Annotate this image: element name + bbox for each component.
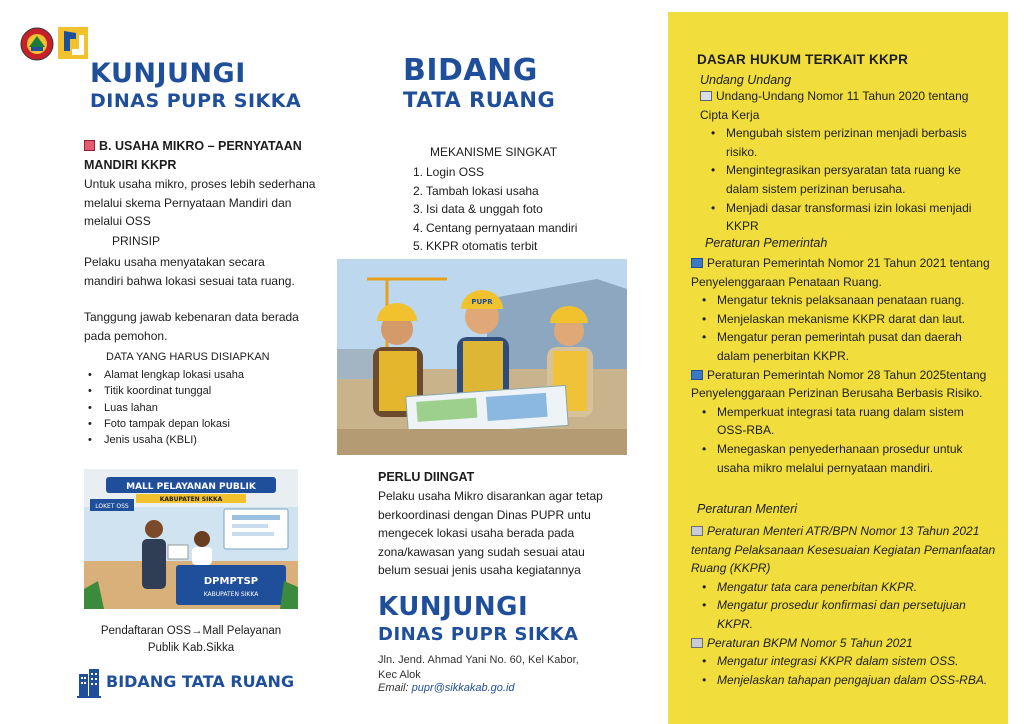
- dpmptsp-desk-text: DPMPTSP: [203, 576, 259, 587]
- step-text: Centang pernyataan mandiri: [426, 220, 578, 235]
- undang-undang-section: [700, 73, 990, 236]
- list-item: • Mengatur prosedur konfirmasi dan persetujuan KKPR.: [691, 596, 996, 633]
- list-item: • Mengatur tata cara penerbitan KKPR.: [691, 578, 996, 597]
- column2-kunjungi: KUNJUNGI: [378, 592, 529, 622]
- blue-book-icon: [691, 258, 703, 268]
- list-item: • Mengatur integrasi KKPR dalam sistem OSS.: [691, 652, 996, 671]
- list-item: • Memperkuat integrasi tata ruang dalam sistem OSS-RBA.: [691, 403, 996, 440]
- mall-pelayanan-publik-illustration: [84, 469, 298, 609]
- perlu-diingat-title: PERLU DIINGAT: [378, 470, 475, 484]
- usaha-mikro-heading: [84, 137, 344, 175]
- memo-icon: [691, 526, 703, 536]
- office-address: Jln. Jend. Ahmad Yani No. 60, Kel Kabor, Kec Alok: [378, 654, 579, 681]
- loket-oss-text: LOKET OSS: [95, 503, 129, 510]
- uu-title-text: Undang-Undang Nomor 11 Tahun 2020 tentang Cipta Kerja: [700, 89, 969, 122]
- email-label: Email:: [378, 682, 412, 694]
- list-item: • Foto tampak depan lokasi: [84, 416, 244, 432]
- column1-title-kunjungi: KUNJUNGI: [90, 58, 246, 89]
- pm1-title: [691, 522, 996, 578]
- column2-dinas-pupr: DINAS PUPR SIKKA: [378, 624, 579, 645]
- peraturan-menteri-section: [691, 502, 996, 689]
- legal-basis-title: DASAR HUKUM TERKAIT KKPR: [697, 52, 909, 67]
- step-text: Isi data & unggah foto: [426, 202, 543, 217]
- list-item: [410, 219, 577, 238]
- memo-icon: [691, 638, 703, 648]
- pp1-title: [691, 254, 996, 291]
- pupr-logo-icon: [58, 27, 88, 59]
- list-item: [410, 200, 577, 219]
- list-item: [410, 182, 577, 201]
- list-item: • Titik koordinat tunggal: [84, 383, 244, 399]
- banner-sub-text: KABUPATEN SIKKA: [159, 496, 223, 503]
- peraturan-pemerintah-section: [691, 236, 996, 477]
- column2-title-bidang: BIDANG: [403, 53, 538, 88]
- banner-text: MALL PELAYANAN PUBLIK: [126, 482, 256, 492]
- pp1-title-text: Peraturan Pemerintah Nomor 21 Tahun 2021 tentang Penyelenggaraan Penataan Ruang.: [691, 256, 990, 289]
- step-text: Tambah lokasi usaha: [426, 183, 539, 198]
- bidang-tata-ruang-footer: BIDANG TATA RUANG: [106, 672, 295, 691]
- pp2-points: [691, 403, 996, 477]
- open-book-icon: [700, 91, 712, 101]
- building-emoji-icon: [84, 140, 95, 151]
- step-text: KKPR otomatis terbit: [426, 239, 538, 254]
- usaha-mikro-intro: Untuk usaha mikro, proses lebih sederhana melalui skema Pernyataan Mandiri dan melalui OSS: [84, 177, 316, 228]
- pp2-title-text: Peraturan Pemerintah Nomor 28 Tahun 2025tentang Penyelenggaraan Perizinan Berusaha Berbasis Risiko.: [691, 367, 987, 401]
- list-item: • Mengatur peran pemerintah pusat dan daerah dalam penerbitan KKPR.: [691, 328, 996, 365]
- data-required-list: [84, 367, 244, 448]
- prinsip-paragraph-1: Pelaku usaha menyatakan secara mandiri bahwa lokasi sesuai tata ruang.: [84, 255, 295, 288]
- mekanisme-steps-list: [410, 163, 577, 256]
- pm1-points: [691, 578, 996, 634]
- pm2-points: [691, 652, 996, 689]
- step-number: 1.: [412, 165, 423, 179]
- workers-with-blueprint-illustration: [337, 259, 627, 455]
- worker-center: [457, 290, 509, 407]
- step-number: 5.: [412, 239, 423, 254]
- list-item: [410, 237, 577, 256]
- kabupaten-sikka-seal-icon: [20, 27, 54, 61]
- oss-registration-caption: Pendaftaran OSS→Mall Pelayanan Publik Kab.Sikka: [100, 625, 282, 654]
- pp2-title: [691, 366, 996, 403]
- step-text: Login OSS: [426, 165, 485, 179]
- list-item: • Mengatur teknis pelaksanaan penataan ruang.: [691, 291, 996, 310]
- helmet-label: PUPR: [471, 298, 493, 306]
- list-item: • Menjadi dasar transformasi izin lokasi menjadi KKPR: [700, 199, 990, 236]
- step-number: 4.: [412, 220, 423, 235]
- pm-label: Peraturan Menteri: [697, 502, 798, 516]
- perlu-diingat-text: Pelaku usaha Mikro disarankan agar tetap berkoordinasi dengan Dinas PUPR untu mengecek lokasi usaha berada pada zona/kawasan yang sudah sesuai atau belum sesuai jenis usaha kegiatannya: [378, 489, 603, 578]
- dpmptsp-desk-sub: KABUPATEN SIKKA: [203, 591, 259, 598]
- building-icon: [77, 668, 101, 698]
- list-item: • Alamat lengkap lokasi usaha: [84, 367, 244, 383]
- list-item: • Menegaskan penyederhanaan prosedur untuk usaha mikro melalui pernyataan mandiri.: [691, 440, 996, 477]
- list-item: • Menjelaskan tahapan pengajuan dalam OSS-RBA.: [691, 671, 996, 690]
- column1-title-dinas: DINAS PUPR SIKKA: [90, 90, 302, 112]
- uu-title: [700, 87, 990, 124]
- uu-points: [700, 124, 990, 236]
- pp-label: Peraturan Pemerintah: [705, 236, 828, 250]
- column2-title-tata-ruang: TATA RUANG: [403, 88, 556, 112]
- pm2-title-text: Peraturan BKPM Nomor 5 Tahun 2021: [707, 635, 913, 650]
- list-item: [410, 163, 577, 182]
- list-item: • Mengubah sistem perizinan menjadi berbasis risiko.: [700, 124, 990, 161]
- data-required-title: DATA YANG HARUS DISIAPKAN: [106, 351, 270, 363]
- pm2-title: [691, 634, 996, 653]
- list-item: • Mengintegrasikan persyaratan tata ruang ke dalam sistem perizinan berusaha.: [700, 161, 990, 198]
- pm1-title-text: Peraturan Menteri ATR/BPN Nomor 13 Tahun 2021 tentang Pelaksanaan Kesesuaian Kegiatan Pemanfaatan Ruang (KKPR): [691, 524, 996, 576]
- blue-book-icon: [691, 370, 703, 380]
- pp1-points: [691, 291, 996, 365]
- list-item: • Luas lahan: [84, 400, 244, 416]
- list-item: • Menjelaskan mekanisme KKPR darat dan laut.: [691, 310, 996, 329]
- step-number: 2.: [412, 183, 423, 198]
- usaha-mikro-heading-text: B. USAHA MIKRO – PERNYATAAN MANDIRI KKPR: [84, 139, 302, 172]
- email-link[interactable]: pupr@sikkakab.go.id: [411, 682, 515, 694]
- prinsip-label: PRINSIP: [112, 234, 161, 248]
- mekanisme-title: MEKANISME SINGKAT: [430, 145, 558, 159]
- step-number: 3.: [412, 202, 423, 217]
- uu-label: Undang Undang: [700, 73, 792, 87]
- list-item: • Jenis usaha (KBLI): [84, 432, 244, 448]
- email-line: [378, 682, 515, 694]
- prinsip-paragraph-2: Tanggung jawab kebenaran data berada pada pemohon.: [84, 310, 299, 343]
